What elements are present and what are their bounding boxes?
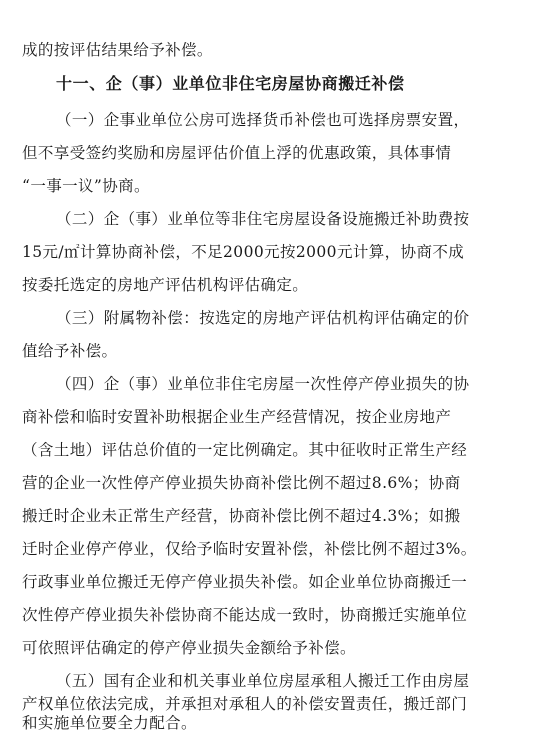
- text-line: （四）企（事）业单位非住宅房屋一次性停产停业损失的协: [56, 375, 470, 393]
- text-line: 行政事业单位搬迁无停产停业损失补偿。如企业单位协商搬迁一: [22, 573, 468, 591]
- text-line: 但不享受签约奖励和房屋评估价值上浮的优惠政策，具体事情: [22, 144, 452, 162]
- section-heading: 十一、企（事）业单位非住宅房屋协商搬迁补偿: [56, 74, 405, 93]
- text-line: （五）国有企业和机关事业单位房屋承租人搬迁工作由房屋: [56, 672, 470, 690]
- text-line: 商补偿和临时安置补助根据企业生产经营情况，按企业房地产: [22, 408, 452, 426]
- text-line: （二）企（事）业单位等非住宅房屋设备设施搬迁补助费按: [56, 210, 470, 228]
- text-line: 迁时企业停产停业，仅给予临时安置补偿，补偿比例不超过3%。: [22, 540, 477, 558]
- text-line: 搬迁时企业未正常生产经营，协商补偿比例不超过4.3%；如搬: [22, 507, 461, 525]
- text-line: 按委托选定的房地产评估机构评估确定。: [22, 276, 309, 294]
- text-line: 和实施单位要全力配合。: [22, 714, 197, 732]
- text-line: 营的企业一次性停产停业损失协商补偿比例不超过8.6%；协商: [22, 474, 461, 492]
- text-line: 值给予补偿。: [22, 342, 118, 360]
- text-line: 可依照评估确定的停产停业损失金额给予补偿。: [22, 639, 356, 657]
- text-line: （一）企事业单位公房可选择货币补偿也可选择房票安置，: [56, 111, 470, 129]
- text-line: 15元/㎡计算协商补偿，不足2000元按2000元计算，协商不成: [22, 243, 465, 261]
- text-line: 产权单位依法完成，并承担对承租人的补偿安置责任，搬迁部门: [22, 695, 468, 713]
- text-line: “一事一议”协商。: [22, 177, 150, 195]
- text-line: （含土地）评估总价值的一定比例确定。其中征收时正常生产经: [22, 441, 468, 459]
- text-line: 成的按评估结果给予补偿。: [22, 41, 213, 59]
- text-line: （三）附属物补偿：按选定的房地产评估机构评估确定的价: [56, 309, 470, 327]
- text-line: 次性停产停业损失补偿协商不能达成一致时，协商搬迁实施单位: [22, 606, 468, 624]
